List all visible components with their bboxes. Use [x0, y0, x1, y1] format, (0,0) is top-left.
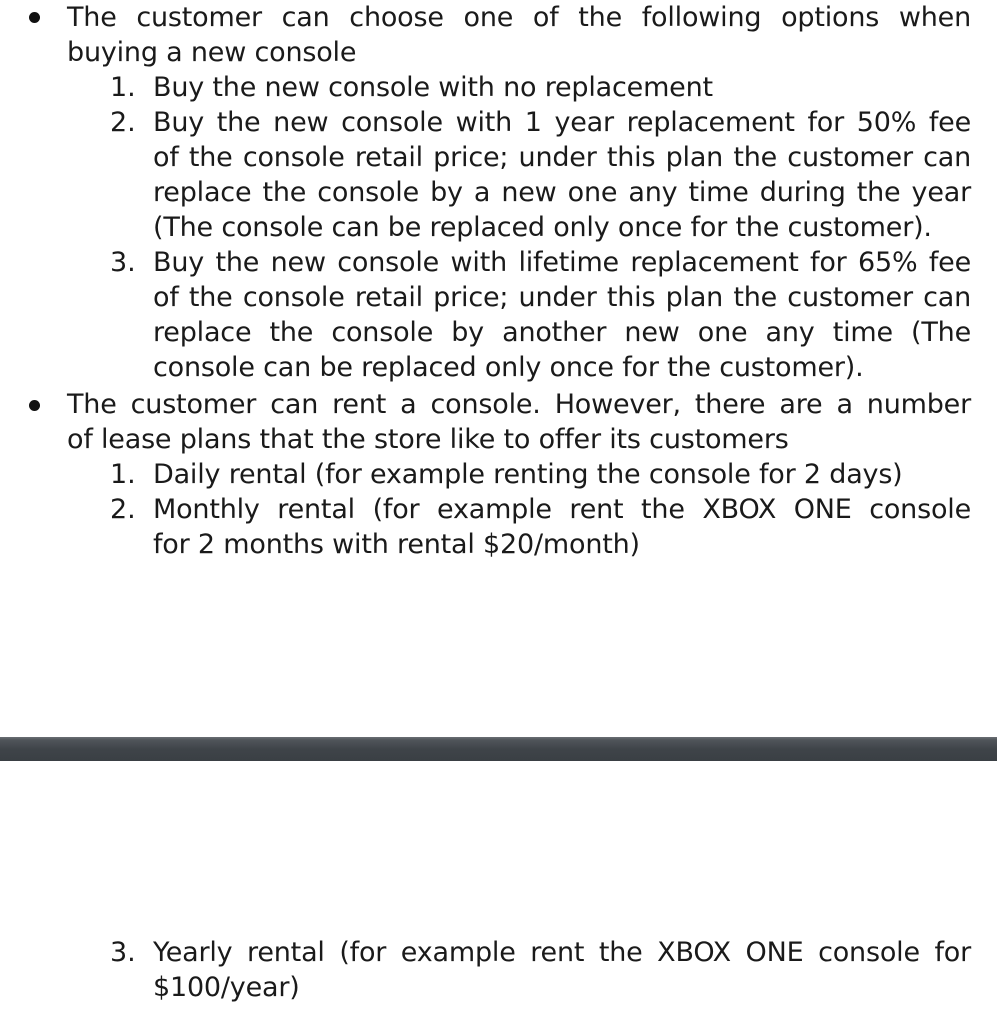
list-number: 1.: [110, 72, 136, 103]
list-number: 2.: [110, 107, 136, 138]
list-item-line: replace the console by a new one any time during the year: [153, 177, 971, 208]
bullet-icon: [29, 12, 40, 23]
bullet-text-line: buying a new console: [67, 37, 357, 68]
list-item-line: (The console can be replaced only once for the customer).: [153, 212, 932, 243]
list-item-line: Daily rental (for example renting the console for 2 days): [153, 459, 903, 490]
list-item-line: Yearly rental (for example rent the XBOX ONE console for: [153, 937, 971, 968]
bullet-text-line: of lease plans that the store like to offer its customers: [67, 424, 789, 455]
list-item-line: of the console retail price; under this plan the customer can: [153, 282, 971, 313]
list-item-line: Buy the new console with no replacement: [153, 72, 713, 103]
list-number: 3.: [110, 937, 136, 968]
list-number: 3.: [110, 247, 136, 278]
list-item-line: Buy the new console with lifetime replacement for 65% fee: [153, 247, 971, 278]
list-item-line: of the console retail price; under this plan the customer can: [153, 142, 971, 173]
list-item-line: $100/year): [153, 972, 300, 1003]
list-item-line: Buy the new console with 1 year replacement for 50% fee: [153, 107, 971, 138]
list-item-line: Monthly rental (for example rent the XBOX ONE console: [153, 494, 971, 525]
bullet-text-line: The customer can choose one of the following options when: [67, 2, 971, 33]
list-item-line: console can be replaced only once for the customer).: [153, 352, 864, 383]
page-break-divider: [0, 737, 997, 761]
list-item-line: for 2 months with rental $20/month): [153, 529, 640, 560]
list-number: 1.: [110, 459, 136, 490]
list-item-line: replace the console by another new one any time (The: [153, 317, 971, 348]
list-number: 2.: [110, 494, 136, 525]
bullet-text-line: The customer can rent a console. However, there are a number: [67, 389, 971, 420]
bullet-icon: [29, 400, 40, 411]
